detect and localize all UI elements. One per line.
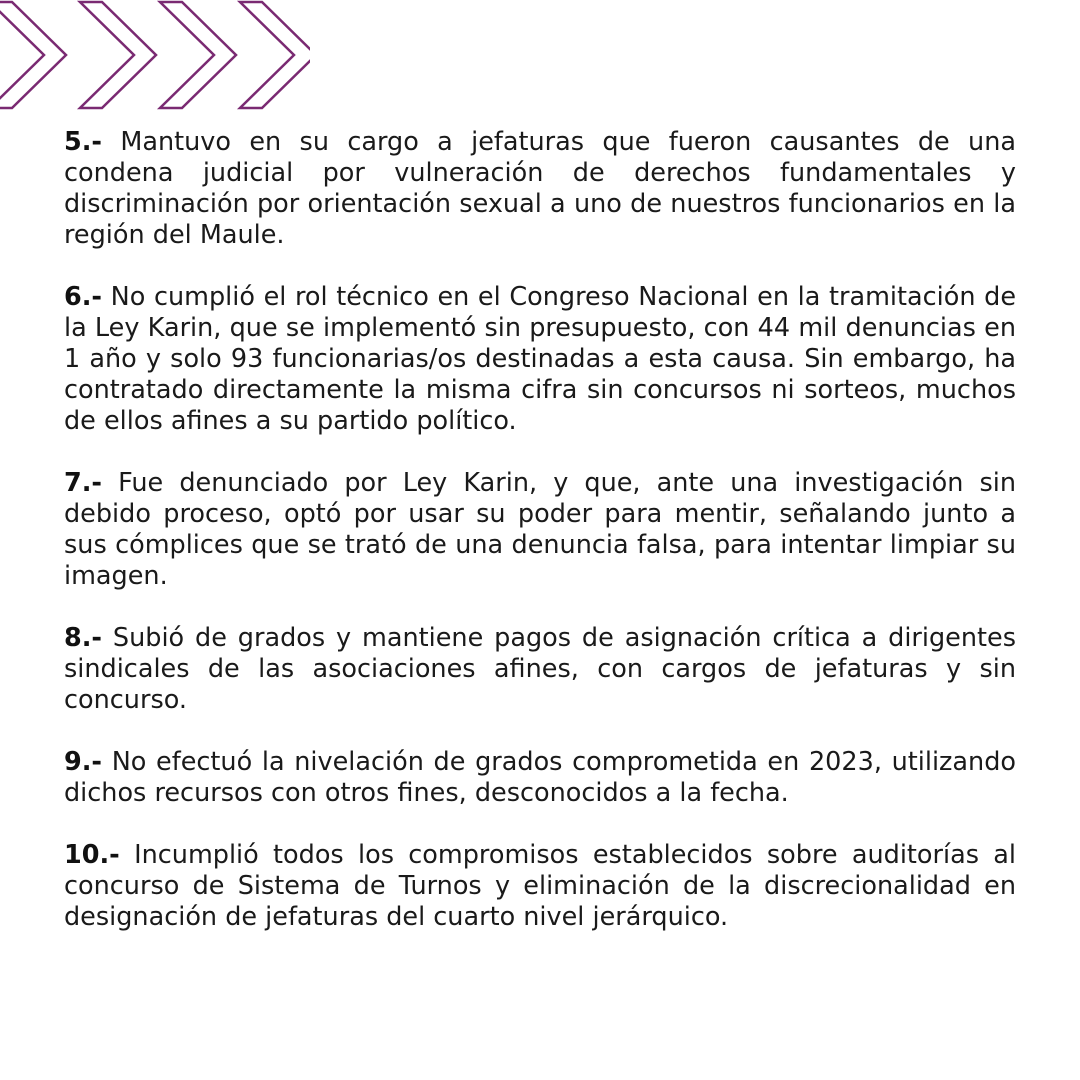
list-item-8 — [64, 623, 1016, 716]
chevron-icon — [0, 2, 66, 108]
chevron-icon — [240, 2, 310, 108]
item-text: Fue denunciado por Ley Karin, y que, ante una investigación sin debido proceso, optó por usar su poder para mentir, señalando junto a sus cómplices que se trató de una denuncia falsa, para intentar limpiar su imagen. — [64, 468, 1016, 591]
item-number: 5.- — [64, 127, 103, 157]
item-number: 8.- — [64, 623, 103, 653]
chevron-icon — [160, 2, 236, 108]
chevron-icon — [80, 2, 156, 108]
item-text: No efectuó la nivelación de grados comprometida en 2023, utilizando dichos recursos con otros fines, desconocidos a la fecha. — [64, 747, 1016, 808]
item-number: 10.- — [64, 840, 120, 870]
item-number: 9.- — [64, 747, 103, 777]
list-item-5 — [64, 127, 1016, 251]
item-number: 7.- — [64, 468, 103, 498]
numbered-list — [64, 127, 1016, 964]
item-text: No cumplió el rol técnico en el Congreso Nacional en la tramitación de la Ley Karin, que se implementó sin presupuesto, con 44 mil denuncias en 1 año y solo 93 funcionarias/os destinadas a esta causa. Sin embargo, ha contratado directamente la misma cifra sin concursos ni sorteos, muchos de ellos afines a su partido político. — [64, 282, 1017, 436]
item-text: Subió de grados y mantiene pagos de asignación crítica a dirigentes sindicales de las asociaciones afines, con cargos de jefaturas y sin concurso. — [64, 623, 1016, 715]
item-number: 6.- — [64, 282, 103, 312]
list-item-6 — [64, 282, 1016, 437]
chevron-arrows-decoration — [0, 0, 310, 110]
list-item-10 — [64, 840, 1016, 933]
item-text: Mantuvo en su cargo a jefaturas que fueron causantes de una condena judicial por vulneración de derechos fundamentales y discriminación por orientación sexual a uno de nuestros funcionarios en la región del Maule. — [64, 127, 1016, 250]
list-item-7 — [64, 468, 1016, 592]
item-text: Incumplió todos los compromisos establecidos sobre auditorías al concurso de Sistema de Turnos y eliminación de la discrecionalidad en designación de jefaturas del cuarto nivel jerárquico. — [64, 840, 1017, 932]
list-item-9 — [64, 747, 1016, 809]
